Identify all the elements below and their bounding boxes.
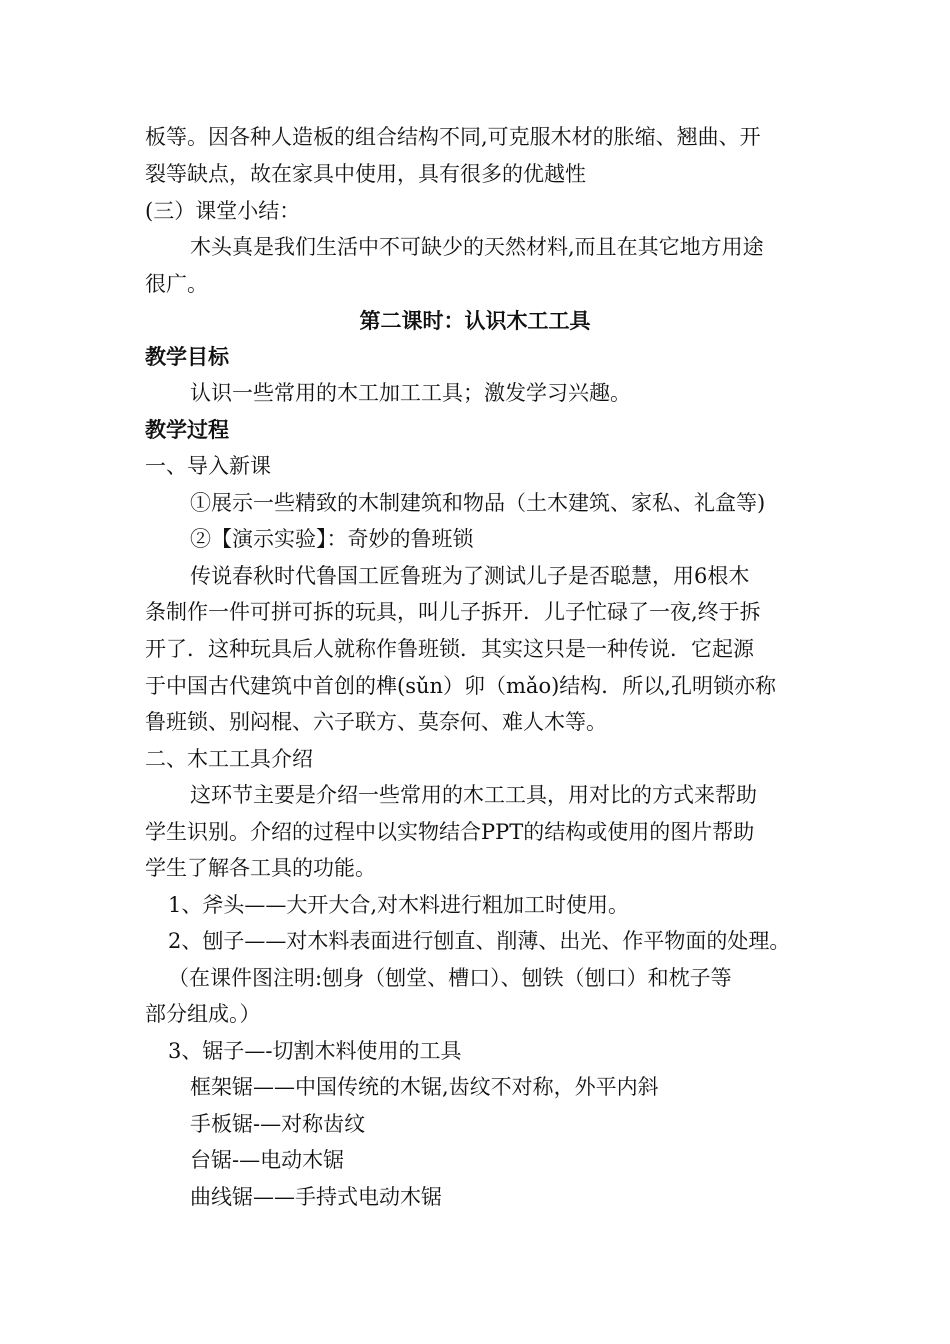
tool-item: 2、刨子——对木料表面进行刨直、削薄、出光、作平物面的处理。 [168, 929, 791, 953]
tool-note-line: 部分组成。） [145, 1002, 261, 1026]
story-line: 鲁班锁、别闷棍、六子联方、莫奈何、难人木等。 [145, 710, 607, 734]
tool-item: 1、斧头——大开大合,对木料进行粗加工时使用。 [168, 893, 630, 917]
tools-intro-line: 学生了解各工具的功能。 [145, 856, 376, 880]
paragraph-line: 板等。因各种人造板的组合结构不同,可克服木材的胀缩、翘曲、开 [145, 125, 761, 149]
saw-type: 框架锯——中国传统的木锯,齿纹不对称，外平内斜 [190, 1075, 659, 1099]
intro-item: ①展示一些精致的木制建筑和物品（土木建筑、家私、礼盒等) [190, 491, 766, 515]
section-heading: (三）课堂小结： [145, 199, 301, 223]
tools-intro-line: 学生识别。介绍的过程中以实物结合PPT的结构或使用的图片帮助 [145, 820, 755, 844]
section-title: 一、导入新课 [145, 454, 271, 478]
tool-note-line: （在课件图注明:刨身（刨堂、槽口）、刨铁（刨口）和枕子等 [168, 966, 732, 990]
tools-intro-line: 这环节主要是介绍一些常用的木工工具，用对比的方式来帮助 [190, 783, 757, 807]
intro-item: ②【演示实验】：奇妙的鲁班锁 [190, 527, 474, 551]
tool-item: 3、锯子—-切割木料使用的工具 [168, 1039, 462, 1063]
goal-text: 认识一些常用的木工加工工具；激发学习兴趣。 [190, 381, 631, 405]
section-title: 二、木工工具介绍 [145, 747, 313, 771]
story-line: 于中国古代建筑中首创的榫(sǔn）卯（mǎo)结构．所以,孔明锁亦称 [145, 674, 776, 698]
saw-type: 曲线锯——手持式电动木锯 [190, 1185, 442, 1209]
paragraph-line: 裂等缺点，故在家具中使用，具有很多的优越性 [145, 162, 586, 186]
process-heading: 教学过程 [145, 418, 229, 442]
saw-type: 手板锯-—对称齿纹 [190, 1112, 366, 1136]
lesson-title: 第二课时：认识木工工具 [359, 309, 591, 333]
story-line: 开了．这种玩具后人就称作鲁班锁．其实这只是一种传说．它起源 [145, 637, 754, 661]
paragraph-line: 很广。 [145, 272, 208, 296]
story-line: 条制作一件可拼可拆的玩具，叫儿子拆开．儿子忙碌了一夜,终于拆 [145, 600, 761, 624]
story-line: 传说春秋时代鲁国工匠鲁班为了测试儿子是否聪慧，用6根木 [190, 564, 750, 588]
saw-type: 台锯-—电动木锯 [190, 1148, 345, 1172]
paragraph-line: 木头真是我们生活中不可缺少的天然材料,而且在其它地方用途 [190, 235, 764, 259]
goal-heading: 教学目标 [145, 345, 229, 369]
